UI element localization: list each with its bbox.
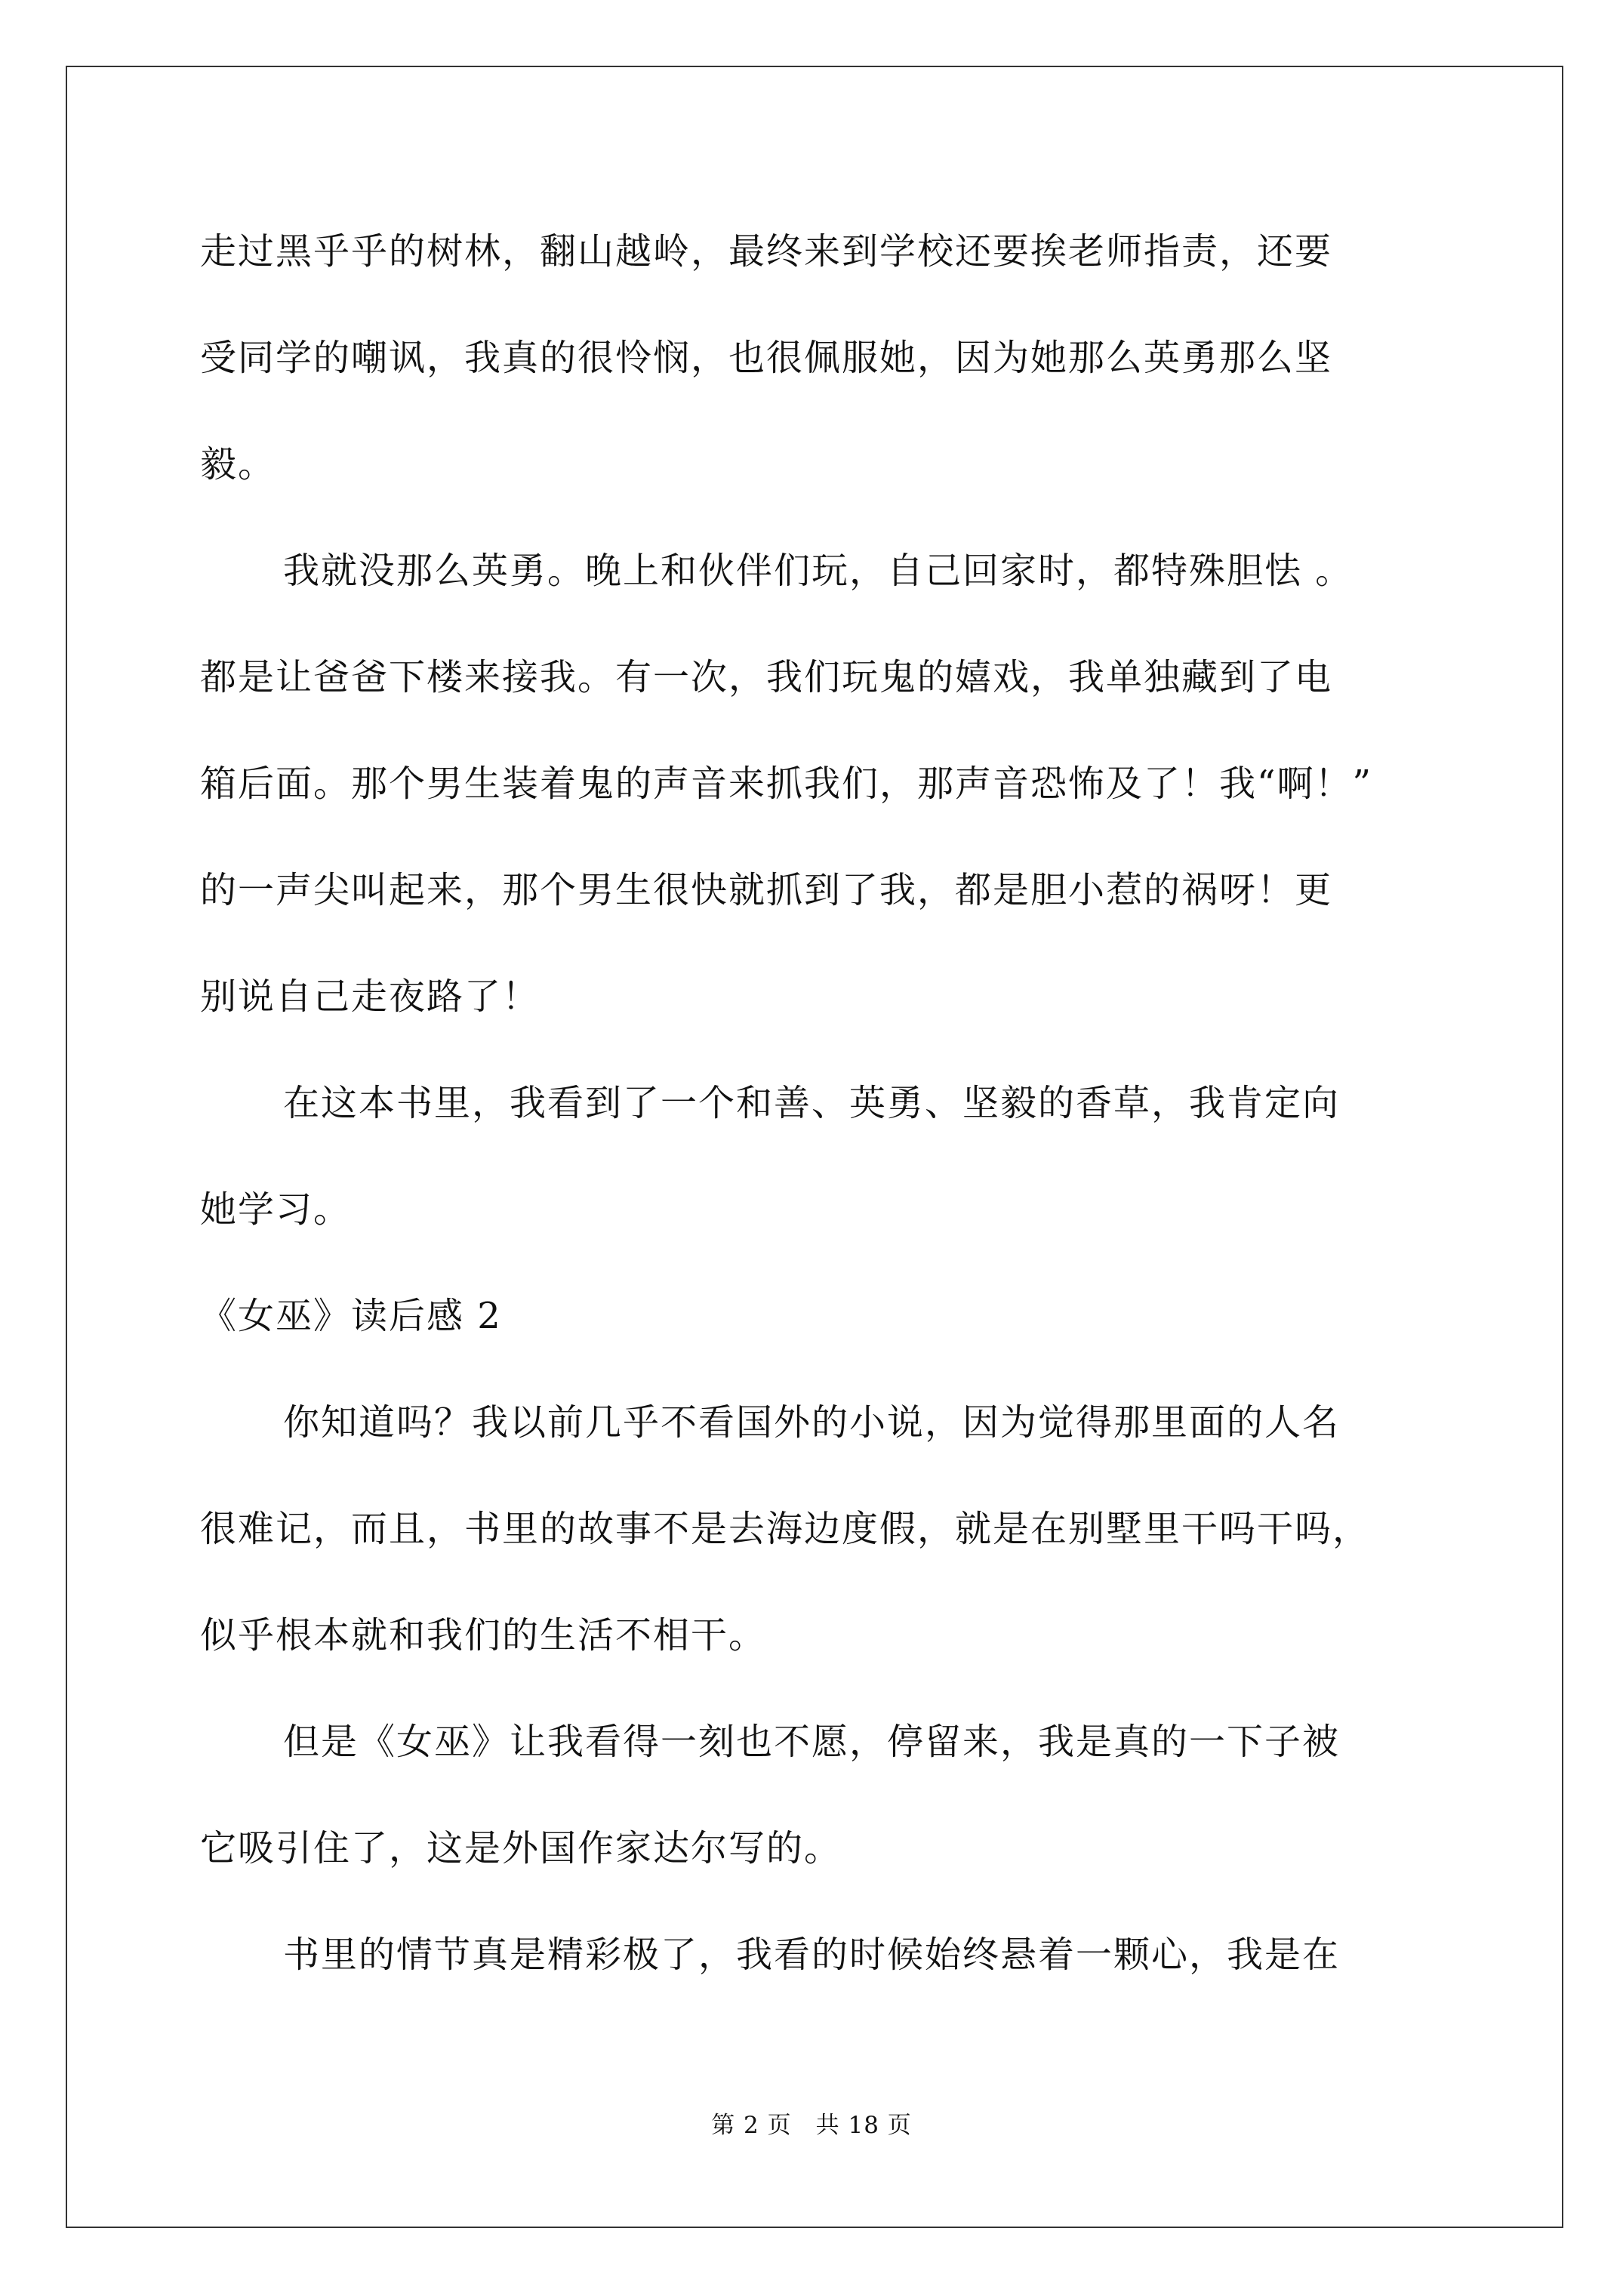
text-line: 很难记，而且，书里的故事不是去海边度假，就是在别墅里干吗干吗， bbox=[200, 1508, 1371, 1550]
text-line: 它吸引住了，这是外国作家达尔写的。 bbox=[200, 1827, 842, 1869]
text-line: 在这本书里，我看到了一个和善、英勇、坚毅的香草，我肯定向 bbox=[283, 1082, 1341, 1124]
text-line: 别说自己走夜路了！ bbox=[200, 975, 540, 1018]
text-line: 但是《女巫》让我看得一刻也不愿，停留来，我是真的一下子被 bbox=[283, 1721, 1341, 1763]
text-line: 受同学的嘲讽，我真的很怜悯，也很佩服她，因为她那么英勇那么坚 bbox=[200, 337, 1333, 379]
text-line: 书里的情节真是精彩极了，我看的时候始终悬着一颗心，我是在 bbox=[283, 1934, 1341, 1976]
text-line: 你知道吗？我以前几乎不看国外的小说，因为觉得那里面的人名 bbox=[283, 1401, 1341, 1444]
text-line: 毅。 bbox=[200, 443, 276, 485]
text-line: 走过黑乎乎的树林，翻山越岭，最终来到学校还要挨老师指责，还要 bbox=[200, 230, 1333, 273]
page-number: 第 2 页 共 18 页 bbox=[711, 2112, 912, 2139]
page-border bbox=[66, 66, 1563, 2228]
section-heading: 《女巫》读后感 2 bbox=[200, 1295, 502, 1337]
text-line: 的一声尖叫起来，那个男生很快就抓到了我，都是胆小惹的祸呀！更 bbox=[200, 869, 1333, 911]
text-line: 箱后面。那个男生装着鬼的声音来抓我们，那声音恐怖及了！我“啊！” bbox=[200, 763, 1373, 805]
text-line: 她学习。 bbox=[200, 1188, 352, 1231]
text-line: 似乎根本就和我们的生活不相干。 bbox=[200, 1614, 767, 1657]
text-line: 都是让爸爸下楼来接我。有一次，我们玩鬼的嬉戏，我单独藏到了电 bbox=[200, 656, 1333, 698]
text-line: 我就没那么英勇。晚上和伙伴们玩，自己回家时，都特殊胆怯 。 bbox=[283, 550, 1354, 592]
